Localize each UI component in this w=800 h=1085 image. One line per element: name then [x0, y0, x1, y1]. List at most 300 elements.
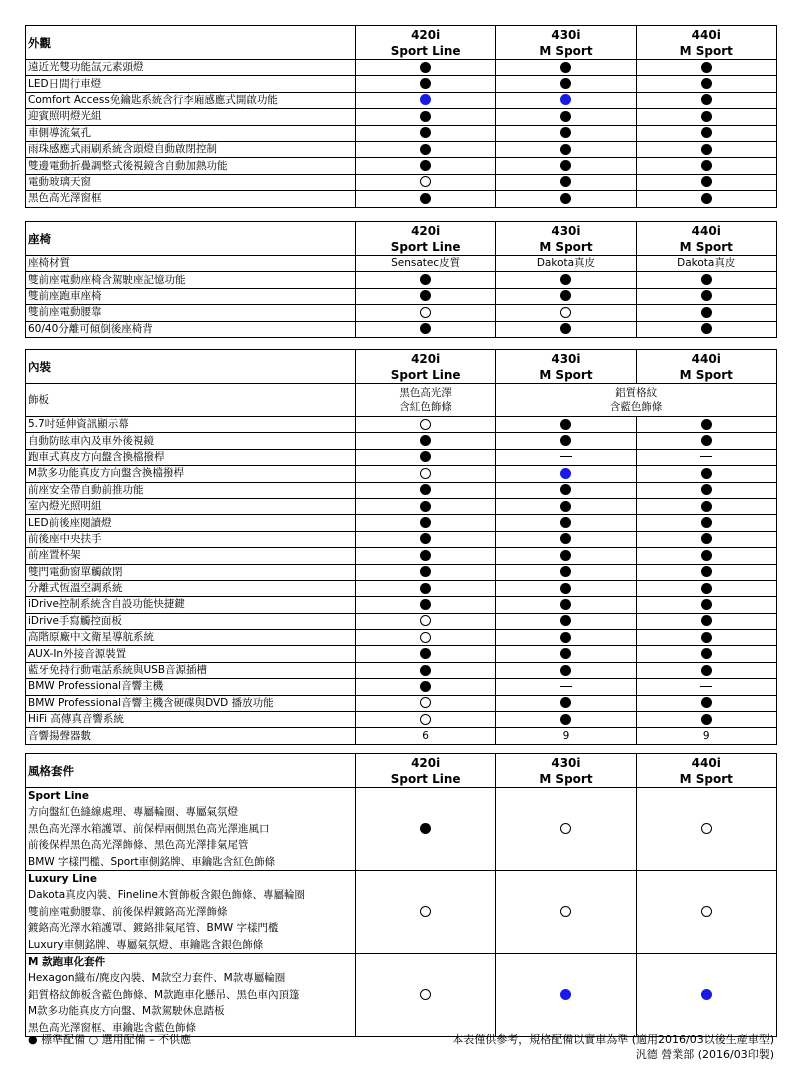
model-trim: M Sport [679, 43, 733, 58]
standard-dot-icon [560, 501, 571, 512]
standard-dot-icon [560, 632, 571, 643]
feature-label: 前座置杯架 [26, 548, 356, 564]
feature-value [356, 109, 496, 125]
feature-value [496, 158, 636, 174]
package-line: M款多功能真皮方向盤、M款駕駛休息踏板 [28, 1005, 225, 1018]
model-header [496, 26, 636, 60]
table-row [26, 321, 777, 337]
standard-dot-icon [420, 451, 431, 462]
feature-label: 雙門電動窗單觸啟閉 [26, 564, 356, 580]
model-trim: Sport Line [390, 43, 461, 58]
section-title: 內裝 [26, 350, 356, 384]
model-name: 430i [551, 223, 581, 238]
feature-value [496, 305, 636, 321]
feature-value [496, 321, 636, 337]
standard-dot-icon [420, 274, 431, 285]
trim-value [496, 384, 777, 417]
feature-value [636, 288, 776, 304]
model-header [356, 350, 496, 384]
package-line: 黑色高光澤水箱護罩、前保桿兩側黑色高光澤進風口 [28, 822, 270, 835]
feature-value [636, 272, 776, 288]
standard-dot-icon [420, 533, 431, 544]
feature-label: 5.7吋延伸資訊顯示幕 [26, 417, 356, 433]
feature-value [636, 92, 776, 108]
highlight-dot-icon [560, 94, 571, 105]
standard-dot-icon [701, 615, 712, 626]
model-header [636, 350, 776, 384]
feature-value [636, 109, 776, 125]
feature-value [356, 92, 496, 108]
feature-value [636, 482, 776, 498]
feature-value [356, 449, 496, 465]
standard-dot-icon [420, 599, 431, 610]
feature-value [636, 712, 776, 728]
legend: ● 標準配備 ○ 選用配備 – 不供應 [28, 1033, 192, 1046]
interior-table [25, 349, 777, 745]
feature-label: 雙前座電動座椅含駕駛座記憶功能 [26, 272, 356, 288]
feature-value [496, 580, 636, 596]
feature-value [636, 646, 776, 662]
feature-label: LED前後座閱讀燈 [26, 515, 356, 531]
feature-value [356, 305, 496, 321]
package-line: 鋁質格紋飾板含藍色飾條、M款跑車化懸吊、黑色車內頂篷 [28, 988, 300, 1001]
feature-value [356, 174, 496, 190]
table-row [26, 679, 777, 695]
feature-label: iDrive控制系統含自設功能快捷鍵 [26, 597, 356, 613]
standard-dot-icon [420, 648, 431, 659]
feature-label: HiFi 高傳真音響系統 [26, 712, 356, 728]
table-row [26, 60, 777, 76]
standard-dot-icon [701, 160, 712, 171]
feature-label: M款多功能真皮方向盤含換檔撥桿 [26, 466, 356, 482]
feature-value [496, 515, 636, 531]
feature-value [496, 662, 636, 678]
feature-value [636, 60, 776, 76]
feature-value [496, 60, 636, 76]
feature-label: 迎賓照明燈光組 [26, 109, 356, 125]
feature-value: 9 [636, 728, 776, 744]
standard-dot-icon [701, 501, 712, 512]
optional-circle-icon [420, 419, 431, 430]
feature-label: 雙邊電動折疊調整式後視鏡含自動加熱功能 [26, 158, 356, 174]
feature-value [356, 954, 496, 1037]
feature-value [356, 679, 496, 695]
standard-dot-icon [560, 62, 571, 73]
model-trim: Sport Line [390, 367, 461, 382]
model-name: 440i [691, 755, 721, 770]
not-available-dash-icon [560, 456, 572, 457]
optional-circle-icon [560, 823, 571, 834]
package-line: Hexagon織布/麂皮內裝、M款空力套件、M款專屬輪圈 [28, 972, 286, 985]
feature-value: Dakota真皮 [636, 256, 776, 272]
feature-value [496, 288, 636, 304]
standard-dot-icon [701, 632, 712, 643]
feature-label: 自動防眩車內及車外後視鏡 [26, 433, 356, 449]
trim-text: 含紅色飾條 [399, 401, 452, 413]
optional-circle-icon [560, 307, 571, 318]
feature-value [356, 712, 496, 728]
model-trim: Sport Line [390, 771, 461, 786]
feature-label: BMW Professional音響主機 [26, 679, 356, 695]
model-name: 440i [691, 223, 721, 238]
standard-dot-icon [560, 111, 571, 122]
feature-label: 飾板 [26, 384, 356, 417]
standard-dot-icon [701, 62, 712, 73]
feature-value [636, 158, 776, 174]
standard-dot-icon [420, 583, 431, 594]
standard-dot-icon [420, 127, 431, 138]
table-row [26, 482, 777, 498]
optional-circle-icon [420, 714, 431, 725]
package-line: Dakota真皮內裝、Fineline木質飾板含銀色飾條、專屬輪圈 [28, 889, 305, 902]
feature-value [356, 272, 496, 288]
package-row [26, 871, 777, 954]
feature-value [496, 272, 636, 288]
feature-value [356, 60, 496, 76]
standard-dot-icon [420, 484, 431, 495]
table-row [26, 449, 777, 465]
standard-dot-icon [560, 160, 571, 171]
table-row [26, 531, 777, 547]
feature-value [636, 449, 776, 465]
feature-value [496, 482, 636, 498]
standard-dot-icon [701, 78, 712, 89]
feature-value [636, 174, 776, 190]
feature-value [356, 125, 496, 141]
standard-dot-icon [420, 290, 431, 301]
standard-dot-icon [701, 714, 712, 725]
feature-value: 9 [496, 728, 636, 744]
package-line: Luxury車側銘牌、專屬氣氛燈、車鑰匙含銀色飾條 [28, 938, 264, 951]
feature-value [496, 76, 636, 92]
feature-value: 6 [356, 728, 496, 744]
feature-label: 分離式恆溫空調系統 [26, 580, 356, 596]
standard-dot-icon [560, 517, 571, 528]
optional-circle-icon [420, 176, 431, 187]
feature-value [636, 580, 776, 596]
table-row [26, 141, 777, 157]
model-name: 440i [691, 351, 721, 366]
feature-label: 雙前座電動腰靠 [26, 305, 356, 321]
model-header [636, 26, 776, 60]
standard-dot-icon [560, 290, 571, 301]
standard-dot-icon [560, 274, 571, 285]
feature-value [356, 564, 496, 580]
feature-label: BMW Professional音響主機含硬碟與DVD 播放功能 [26, 695, 356, 711]
feature-value [496, 141, 636, 157]
standard-dot-icon [560, 176, 571, 187]
model-header [356, 222, 496, 256]
feature-value [636, 597, 776, 613]
feature-value [356, 531, 496, 547]
package-line: 黑色高光澤窗框、車鑰匙含藍色飾條 [28, 1021, 196, 1034]
standard-dot-icon [701, 566, 712, 577]
feature-value [496, 695, 636, 711]
feature-value [356, 321, 496, 337]
standard-dot-icon [560, 615, 571, 626]
feature-value [496, 788, 636, 871]
table-row [26, 272, 777, 288]
model-name: 420i [411, 351, 441, 366]
package-description [26, 788, 356, 871]
standard-dot-icon [701, 665, 712, 676]
model-trim: M Sport [539, 367, 593, 382]
standard-dot-icon [701, 517, 712, 528]
feature-value [496, 613, 636, 629]
table-row [26, 498, 777, 514]
package-name: M 款跑車化套件 [28, 956, 106, 969]
standard-dot-icon [701, 307, 712, 318]
optional-circle-icon [560, 906, 571, 917]
feature-value [356, 580, 496, 596]
table-row [26, 174, 777, 190]
feature-label: 藍牙免持行動電話系統與USB音源插槽 [26, 662, 356, 678]
feature-value [496, 531, 636, 547]
not-available-dash-icon [700, 686, 712, 687]
table-row [26, 466, 777, 482]
table-row [26, 158, 777, 174]
section-header [26, 754, 777, 788]
feature-value [496, 417, 636, 433]
package-line: 雙前座電動腰靠、前後保桿鍍鉻高光澤飾條 [28, 905, 228, 918]
optional-circle-icon [420, 307, 431, 318]
standard-dot-icon [701, 599, 712, 610]
feature-value [356, 288, 496, 304]
feature-value [496, 597, 636, 613]
feature-value [636, 679, 776, 695]
model-trim: M Sport [539, 239, 593, 254]
feature-label: 雨珠感應式雨刷系統含頭燈自動啟閉控制 [26, 141, 356, 157]
feature-label: 前後座中央扶手 [26, 531, 356, 547]
feature-value [356, 191, 496, 207]
feature-value [356, 498, 496, 514]
feature-value [496, 712, 636, 728]
package-line: BMW 字樣門檻、Sport車側銘牌、車鑰匙含紅色飾條 [28, 855, 276, 868]
feature-value [496, 466, 636, 482]
standard-dot-icon [560, 193, 571, 204]
table-row [26, 580, 777, 596]
table-row [26, 630, 777, 646]
feature-label: 車側導流氣孔 [26, 125, 356, 141]
feature-value [496, 871, 636, 954]
table-row [26, 695, 777, 711]
model-name: 420i [411, 27, 441, 42]
feature-value [496, 954, 636, 1037]
feature-value [356, 158, 496, 174]
feature-value [356, 788, 496, 871]
standard-dot-icon [701, 648, 712, 659]
feature-value [496, 630, 636, 646]
standard-dot-icon [560, 599, 571, 610]
feature-label: 高階原廠中文衛星導航系統 [26, 630, 356, 646]
feature-value [636, 630, 776, 646]
feature-value [356, 871, 496, 954]
feature-label: Comfort Access免鑰匙系統含行李廂感應式開啟功能 [26, 92, 356, 108]
model-header [496, 754, 636, 788]
package-line: 前後保桿黑色高光澤飾條、黑色高光澤排氣尾管 [28, 839, 249, 852]
standard-dot-icon [420, 681, 431, 692]
feature-value [356, 646, 496, 662]
feature-value [356, 417, 496, 433]
standard-dot-icon [420, 823, 431, 834]
package-description [26, 954, 356, 1037]
standard-dot-icon [701, 468, 712, 479]
standard-dot-icon [560, 697, 571, 708]
feature-value [496, 191, 636, 207]
feature-value [496, 564, 636, 580]
feature-value [636, 76, 776, 92]
highlight-dot-icon [701, 989, 712, 1000]
table-row [26, 76, 777, 92]
optional-circle-icon [701, 906, 712, 917]
table-row [26, 191, 777, 207]
feature-value [356, 662, 496, 678]
table-row [26, 256, 777, 272]
model-header [636, 754, 776, 788]
not-available-dash-icon [700, 456, 712, 457]
standard-dot-icon [701, 144, 712, 155]
model-name: 430i [551, 351, 581, 366]
table-row [26, 646, 777, 662]
standard-dot-icon [420, 193, 431, 204]
model-trim: M Sport [539, 771, 593, 786]
feature-value [496, 449, 636, 465]
feature-value [356, 630, 496, 646]
table-row [26, 109, 777, 125]
standard-dot-icon [420, 665, 431, 676]
table-row [26, 417, 777, 433]
feature-value [636, 613, 776, 629]
standard-dot-icon [420, 144, 431, 155]
table-row [26, 613, 777, 629]
feature-value [356, 433, 496, 449]
feature-label: 遠近光雙功能氙元素頭燈 [26, 60, 356, 76]
model-trim: M Sport [679, 239, 733, 254]
standard-dot-icon [560, 419, 571, 430]
feature-label: 電動玻璃天窗 [26, 174, 356, 190]
package-name: Sport Line [28, 790, 90, 802]
table-row [26, 305, 777, 321]
feature-value [636, 548, 776, 564]
standard-dot-icon [701, 533, 712, 544]
model-trim: M Sport [539, 43, 593, 58]
model-name: 440i [691, 27, 721, 42]
feature-value [496, 548, 636, 564]
feature-label: 音響揚聲器數 [26, 728, 356, 744]
feature-value [636, 125, 776, 141]
feature-value [356, 515, 496, 531]
feature-value [636, 498, 776, 514]
model-name: 430i [551, 755, 581, 770]
feature-label: 雙前座跑車座椅 [26, 288, 356, 304]
standard-dot-icon [420, 501, 431, 512]
feature-label: 室內燈光照明組 [26, 498, 356, 514]
feature-value [496, 433, 636, 449]
standard-dot-icon [420, 160, 431, 171]
standard-dot-icon [701, 435, 712, 446]
table-row [26, 712, 777, 728]
model-header [496, 350, 636, 384]
trim-text: 黑色高光澤 [399, 387, 452, 399]
feature-value [356, 76, 496, 92]
standard-dot-icon [420, 62, 431, 73]
feature-value [496, 174, 636, 190]
seats-table [25, 221, 777, 338]
standard-dot-icon [701, 290, 712, 301]
standard-dot-icon [560, 533, 571, 544]
table-row [26, 728, 777, 744]
section-title: 座椅 [26, 222, 356, 256]
package-row [26, 788, 777, 871]
feature-value [636, 564, 776, 580]
standard-dot-icon [420, 78, 431, 89]
package-row [26, 954, 777, 1037]
feature-value: Sensatec皮質 [356, 256, 496, 272]
standard-dot-icon [701, 323, 712, 334]
feature-value [636, 433, 776, 449]
feature-value [636, 531, 776, 547]
disclaimer: 本表僅供參考，規格配備以實車為準 (適用2016/03以後生產車型) [452, 1033, 774, 1046]
section-header [26, 26, 777, 60]
feature-value: Dakota真皮 [496, 256, 636, 272]
standard-dot-icon [560, 127, 571, 138]
package-description [26, 871, 356, 954]
model-name: 420i [411, 755, 441, 770]
standard-dot-icon [560, 144, 571, 155]
standard-dot-icon [701, 193, 712, 204]
standard-dot-icon [701, 176, 712, 187]
section-title: 風格套件 [26, 754, 356, 788]
table-row [26, 564, 777, 580]
model-header [356, 754, 496, 788]
table-row [26, 662, 777, 678]
feature-label: 60/40分離可傾倒後座椅背 [26, 321, 356, 337]
feature-value [636, 695, 776, 711]
package-line: 鍍鉻高光澤水箱護罩、鍍鉻排氣尾管、BMW 字樣門檻 [28, 922, 279, 935]
feature-label: 前座安全帶自動前推功能 [26, 482, 356, 498]
package-line: 方向盤紅色縫線處理、專屬輪圈、專屬氣氛燈 [28, 806, 238, 819]
table-row [26, 288, 777, 304]
standard-dot-icon [701, 550, 712, 561]
feature-label: LED日間行車燈 [26, 76, 356, 92]
standard-dot-icon [701, 583, 712, 594]
feature-label: 跑車式真皮方向盤含換檔撥桿 [26, 449, 356, 465]
highlight-dot-icon [560, 468, 571, 479]
model-trim: M Sport [679, 771, 733, 786]
feature-label: 座椅材質 [26, 256, 356, 272]
feature-value [496, 498, 636, 514]
table-row [26, 125, 777, 141]
feature-value [636, 466, 776, 482]
feature-value [636, 515, 776, 531]
model-header [356, 26, 496, 60]
model-trim: M Sport [679, 367, 733, 382]
standard-dot-icon [560, 550, 571, 561]
feature-value [636, 871, 776, 954]
standard-dot-icon [560, 665, 571, 676]
not-available-dash-icon [560, 686, 572, 687]
feature-value [356, 695, 496, 711]
feature-value [636, 954, 776, 1037]
standard-dot-icon [420, 435, 431, 446]
optional-circle-icon [420, 989, 431, 1000]
model-trim: Sport Line [390, 239, 461, 254]
standard-dot-icon [420, 517, 431, 528]
standard-dot-icon [560, 583, 571, 594]
standard-dot-icon [701, 697, 712, 708]
feature-value [356, 597, 496, 613]
standard-dot-icon [420, 550, 431, 561]
